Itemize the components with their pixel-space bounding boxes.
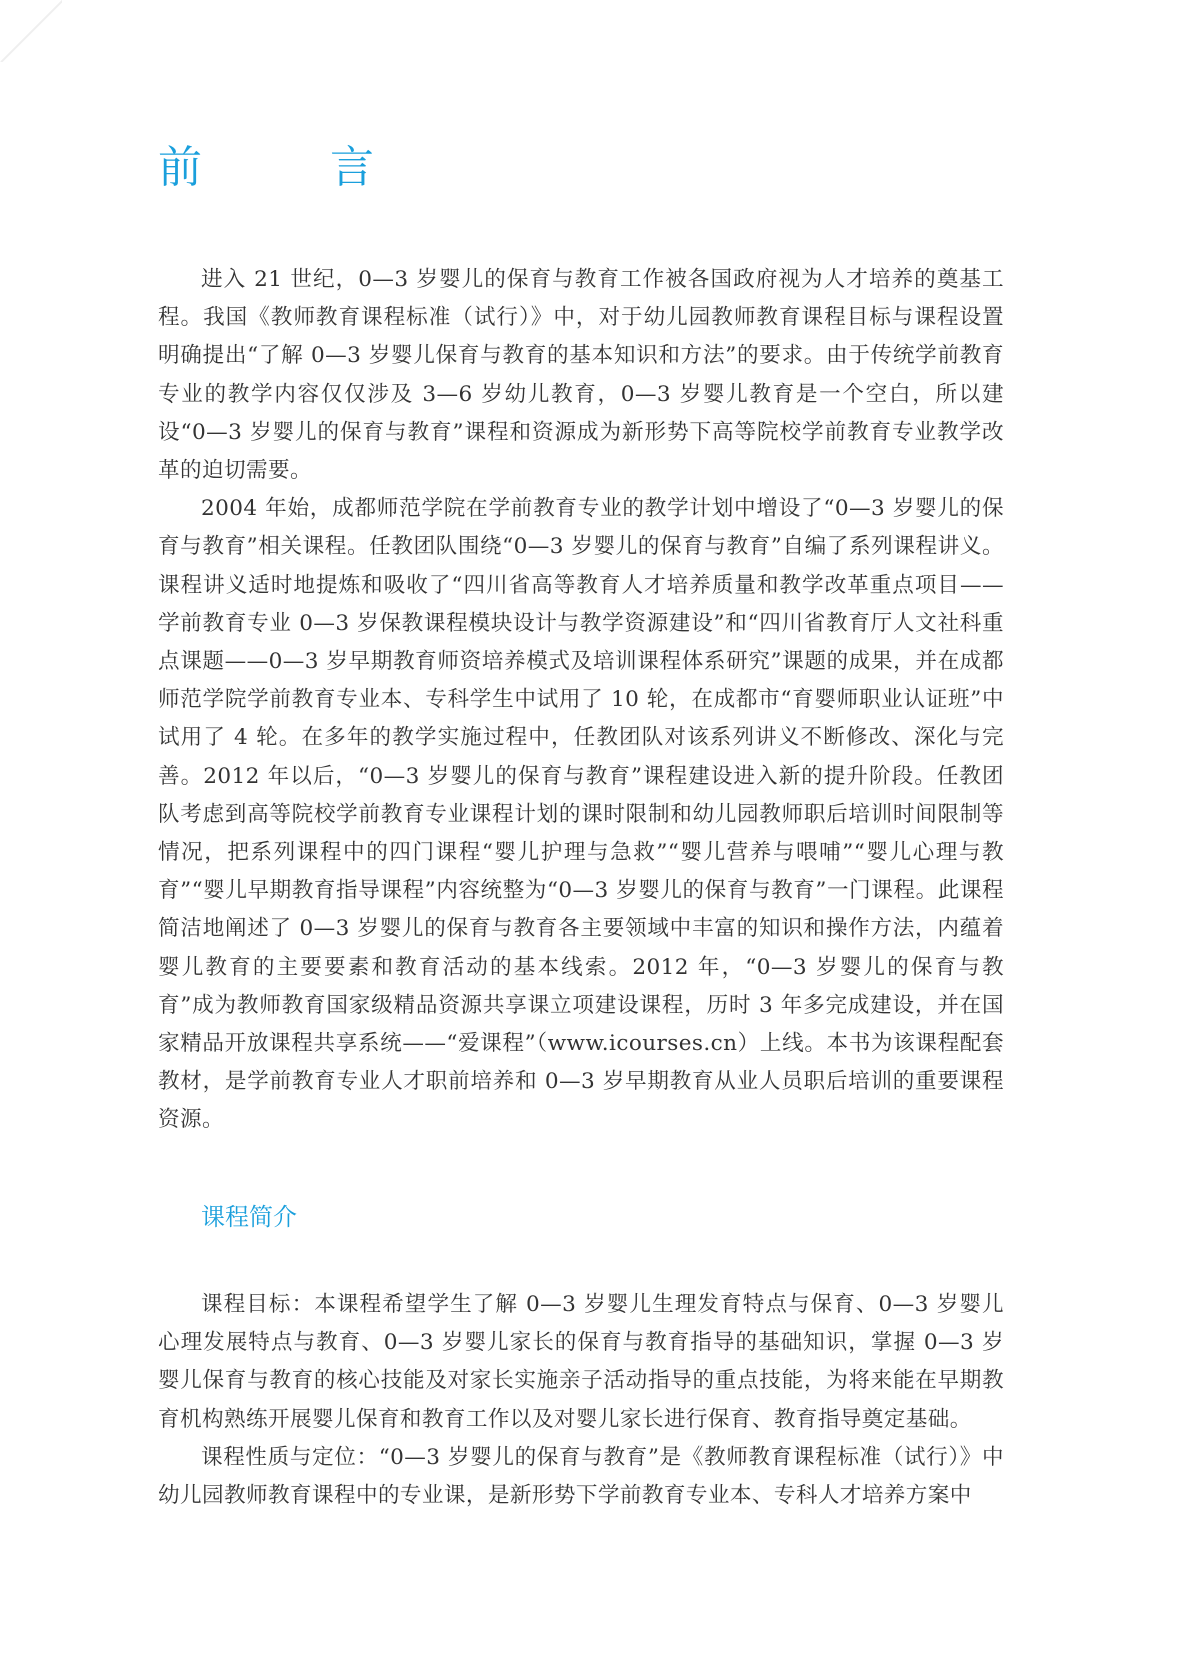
course-intro-body xyxy=(158,1286,1004,1515)
intro-paragraph-2: 课程性质与定位：“0—3 岁婴儿的保育与教育”是《教师教育课程标准（试行）》中幼儿园教师教育课程中的专业课，是新形势下学前教育专业本、专科人才培养方案中 xyxy=(158,1444,1004,1509)
preface-body xyxy=(158,261,1004,1140)
preface-paragraph-2: 2004 年始，成都师范学院在学前教育专业的教学计划中增设了“0—3 岁婴儿的保育与教育”相关课程。任教团队围绕“0—3 岁婴儿的保育与教育”自编了系列课程讲义。课程讲义适时地提炼和吸收了“四川省高等教育人才培养质量和教学改革重点项目——学前教育专业 0—3 岁保教课程模块设计与教学资源建设”和“四川省教育厅人文社科重点课题——0—3 岁早期教育师资培养模式及培训课程体系研究”课题的成果，并在成都师范学院学前教育专业本、专科学生中试用了 10 轮，在成都市“育婴师职业认证班”中试用了 4 轮。在多年的教学实施过程中，任教团队对该系列讲义不断修改、深化与完善。2012 年以后，“0—3 岁婴儿的保育与教育”课程建设进入新的提升阶段。任教团队考虑到高等院校学前教育专业课程计划的课时限制和幼儿园教师职后培训时间限制等情况，把系列课程中的四门课程“婴儿护理与急救”“婴儿营养与喂哺”“婴儿心理与教育”“婴儿早期教育指导课程”内容统整为“0—3 岁婴儿的保育与教育”一门课程。此课程简洁地阐述了 0—3 岁婴儿的保育与教育各主要领域中丰富的知识和操作方法，内蕴着婴儿教育的主要要素和教育活动的基本线索。2012 年，“0—3 岁婴儿的保育与教育”成为教师教育国家级精品资源共享课立项建设课程，历时 3 年多完成建设，并在国家精品开放课程共享系统——“爱课程”（www.icourses.cn）上线。本书为该课程配套教材，是学前教育专业人才职前培养和 0—3 岁早期教育从业人员职后培训的重要课程资源。 xyxy=(158,496,1004,1133)
page-corner-decoration xyxy=(0,0,62,62)
preface-paragraph-1: 进入 21 世纪，0—3 岁婴儿的保育与教育工作被各国政府视为人才培养的奠基工程。我国《教师教育课程标准（试行）》中，对于幼儿园教师教育课程目标与课程设置明确提出“了解 0—3 岁婴儿保育与教育的基本知识和方法”的要求。由于传统学前教育专业的教学内容仅仅涉及 3—6 岁幼儿教育，0—3 岁婴儿教育是一个空白，所以建设“0—3 岁婴儿的保育与教育”课程和资源成为新形势下高等院校学前教育专业教学改革的迫切需要。 xyxy=(158,267,1004,484)
section-heading-course-intro: 课程简介 xyxy=(201,1203,297,1231)
page-title: 前 言 xyxy=(158,142,416,193)
intro-paragraph-1: 课程目标：本课程希望学生了解 0—3 岁婴儿生理发育特点与保育、0—3 岁婴儿心理发展特点与教育、0—3 岁婴儿家长的保育与教育指导的基础知识，掌握 0—3 岁婴儿保育与教育的核心技能及对家长实施亲子活动指导的重点技能，为将来能在早期教育机构熟练开展婴儿保育和教育工作以及对婴儿家长进行保育、教育指导奠定基础。 xyxy=(158,1292,1004,1432)
